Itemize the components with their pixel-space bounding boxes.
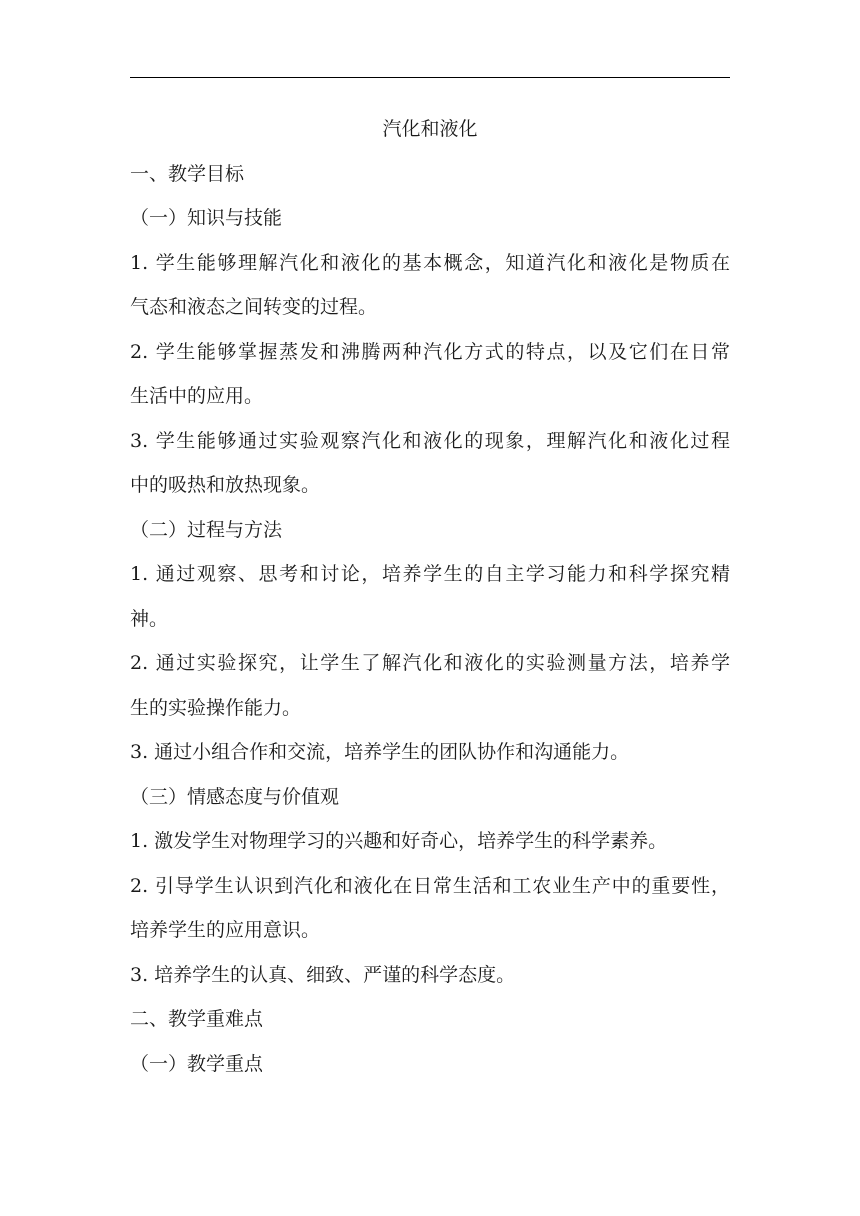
list-item — [130, 330, 730, 419]
paragraph-line: 1. 通过观察、思考和讨论，培养学生的自主学习能力和科学探究精 — [130, 563, 730, 585]
paragraph-line: 3. 培养学生的认真、细致、严谨的科学态度。 — [130, 963, 516, 986]
paragraph-line: 生的实验操作能力。 — [130, 696, 302, 719]
subsection-heading: （二）过程与方法 — [130, 518, 283, 541]
section-heading: 一、教学目标 — [130, 162, 245, 185]
list-item — [130, 241, 730, 330]
list-item — [130, 953, 730, 998]
header-rule — [130, 77, 730, 78]
paragraph-line: 3. 学生能够通过实验观察汽化和液化的现象，理解汽化和液化过程 — [130, 429, 730, 452]
paragraph-line: 3. 通过小组合作和交流，培养学生的团队协作和沟通能力。 — [130, 741, 630, 763]
subsection-heading: （一）教学重点 — [130, 1052, 264, 1075]
paragraph-line: 1. 学生能够理解汽化和液化的基本概念，知道汽化和液化是物质在 — [130, 251, 730, 274]
list-item — [130, 864, 730, 953]
list-item — [130, 819, 730, 864]
paragraph-line: 培养学生的应用意识。 — [130, 919, 321, 941]
list-item — [130, 730, 730, 775]
subsection-heading: （一）知识与技能 — [130, 207, 283, 229]
list-item — [130, 641, 730, 730]
paragraph-line: 2. 引导学生认识到汽化和液化在日常生活和工农业生产中的重要性， — [130, 874, 730, 897]
subsection-heading: （三）情感态度与价值观 — [130, 785, 340, 808]
paragraph-line: 2. 通过实验探究，让学生了解汽化和液化的实验测量方法，培养学 — [130, 652, 730, 674]
list-item — [130, 419, 730, 508]
paragraph-line: 1. 激发学生对物理学习的兴趣和好奇心，培养学生的科学素养。 — [130, 830, 668, 852]
paragraph-line: 中的吸热和放热现象。 — [130, 474, 321, 496]
paragraph-line: 神。 — [130, 607, 169, 630]
paragraph-line: 气态和液态之间转变的过程。 — [130, 296, 378, 318]
document-body — [130, 107, 730, 1086]
paragraph-line: 2. 学生能够掌握蒸发和沸腾两种汽化方式的特点，以及它们在日常 — [130, 340, 730, 363]
paragraph-line: 生活中的应用。 — [130, 385, 264, 407]
document-title: 汽化和液化 — [382, 118, 478, 140]
section-heading: 二、教学重难点 — [130, 1008, 264, 1030]
list-item — [130, 552, 730, 641]
